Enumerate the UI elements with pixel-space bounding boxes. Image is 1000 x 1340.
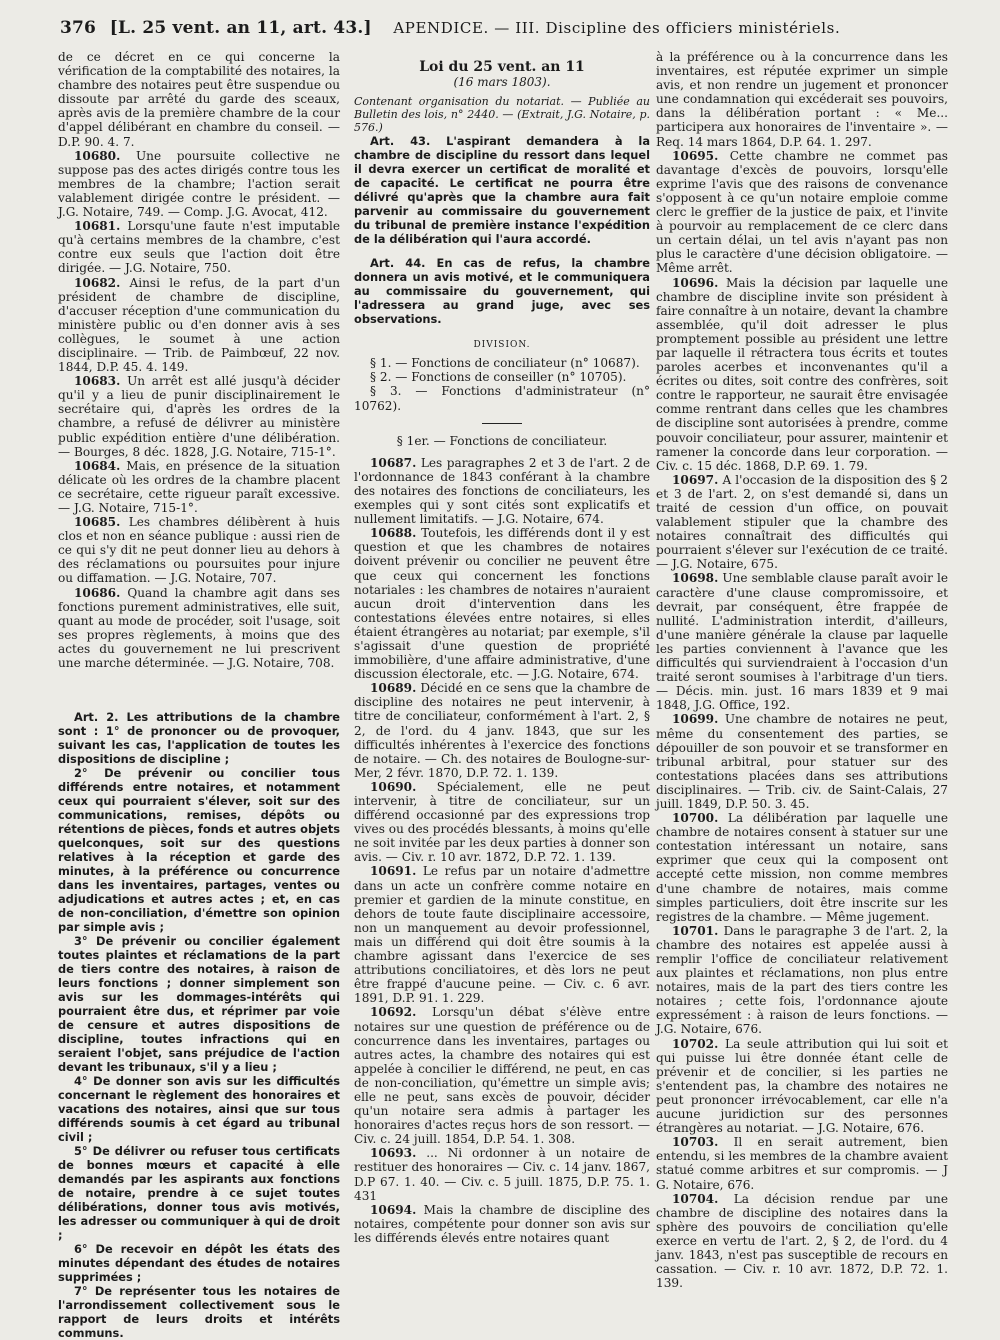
entry-number: 10689.	[370, 681, 417, 696]
entry-text: Lorsqu'un débat s'élève entre notaires sur une question de préférence ou de concurrence dans les inventaires, partages ou autres actes, la chambre des notaires qui est appelée à concilier le différend, ne peut, en cas de non-conciliation, qu'émettre un simple avis; elle ne peut, sans excès de pouvoir, décider qu'un notaire sera admis à partager les honoraires d'actes reçus hors de son ressort. — Civ. c. 24 juill. 1854, D.P. 54. 1. 308.	[354, 1005, 650, 1147]
article-2	[58, 710, 340, 1340]
entry-text: Spécialement, elle ne peut intervenir, à titre de conciliateur, sur un différend occasionné par des expressions trop vives ou des procédés blessants, à moins qu'elle ne soit invitée par les deux parties à donner son avis. — Civ. r. 10 avr. 1872, D.P. 72. 1. 139.	[354, 779, 650, 865]
entry-text: Toutefois, les différends dont il y est question et que les chambres de notaires doivent prévenir ou concilier ne peuvent être que ceux qui concernent les fonctions notariales : les chambres de notaires n'auraient aucun droit d'intervention dans les contestations élevées entre notaires, si elles étaient étrangères au notariat; par exemple, s'il s'agissait d'une question de propriété immobilière, d'une affaire administrative, d'une discussion électorale, etc. — J.G. Notaire, 674.	[354, 526, 650, 682]
entry-number: 10684.	[74, 458, 121, 473]
entry-text: Il en serait autrement, bien entendu, si les membres de la chambre avaient statué comme arbitres et sur compromis. — J G. Notaire, 676.	[656, 1135, 948, 1192]
division-item: § 2. — Fonctions de conseiller (n° 10705).	[370, 370, 627, 385]
entry-10691	[354, 864, 650, 1005]
paragraph: de ce décret en ce qui concerne la vérification de la comptabilité des notaires, la chambre des notaires peut être suspendue ou dissoute par arrêté du garde des sceaux, après avis de la première chambre de la cour d'appel délibérant en chambre du conseil. — D.P. 90. 4. 7.	[58, 50, 340, 149]
entry-10700	[656, 811, 948, 924]
spacer	[58, 670, 340, 710]
entry-text: Mais, en présence de la situation délicate où les ordres de la chambre placent ce secrétaire, cette rigueur paraît excessive. — J.G. Notaire, 715-1°.	[58, 458, 340, 515]
entry-10701	[656, 924, 948, 1037]
entry-10689	[354, 681, 650, 780]
entry-10688	[354, 526, 650, 681]
paragraph: à la préférence ou à la concurrence dans les inventaires, est réputée exprimer un simple avis, et non rendre un jugement et prononcer une condamnation qui excéderait ses pouvoirs, dans la délibération portant : « Me... participera aux honoraires de l'inventaire ». — Req. 14 mars 1864, D.P. 64. 1. 297.	[656, 50, 948, 149]
entry-10702	[656, 1037, 948, 1136]
entry-10703	[656, 1135, 948, 1191]
entry-number: 10681.	[74, 219, 121, 234]
entry-text: Quand la chambre agit dans ses fonctions purement administratives, elle suit, quant au mode de procéder, soit l'usage, soit ses propres règlements, à moins que des actes du gouvernement ne lui prescrivent une marche déterminée. — J.G. Notaire, 708.	[58, 585, 340, 671]
entry-number: 10693.	[370, 1146, 417, 1161]
entry-text: La seule attribution qui lui soit et qui puisse lui être donnée étant celle de prévenir et de concilier, si les parties ne s'entendent pas, la chambre des notaires ne peut prononcer irrévocablement, car elle n'a aucune juridiction sur des personnes étrangères au notariat. — J.G. Notaire, 676.	[656, 1036, 948, 1136]
division-heading: DIVISION.	[473, 340, 531, 351]
entry-number: 10701.	[672, 923, 719, 938]
entry-number: 10698.	[672, 571, 719, 586]
entry-number: 10686.	[74, 585, 121, 600]
entry-10693	[354, 1146, 650, 1202]
running-head	[60, 18, 960, 44]
column-left	[58, 50, 340, 1340]
entry-10682	[58, 276, 340, 375]
entry-text: Une chambre de notaires ne peut, même du consentement des parties, se dépouiller de son pouvoir et se transformer en tribunal arbitral, pour statuer sur des contestations placées dans ses attributions disciplinaires. — Trib. civ. de Saint-Calais, 27 juill. 1849, D.P. 50. 3. 45.	[656, 712, 948, 811]
entry-number: 10682.	[74, 275, 121, 290]
entry-10699	[656, 712, 948, 811]
entry-10704	[656, 1192, 948, 1291]
entry-text: Ainsi le refus, de la part d'un président de chambre de discipline, d'accuser réception d'une communication du ministère public ou d'en donner avis à ses collègues, le soumet à une action disciplinaire. — Trib. de Paimbœuf, 22 nov. 1844, D.P. 45. 4. 149.	[58, 275, 340, 375]
entry-text: Le refus par un notaire d'admettre dans un acte un confrère comme notaire en premier et gardien de la minute constitue, en dehors de toute faute disciplinaire accessoire, non un manquement au devoir professionnel, mais un différend qui doit être soumis à la chambre agissant dans l'exercice de ses attributions conciliatoires, et dès lors ne peut être frappé d'aucune peine. — Civ. c. 6 avr. 1891, D.P. 91. 1. 229.	[354, 864, 650, 1006]
subsection-title: § 1er. — Fonctions de conciliateur.	[396, 433, 608, 448]
article-paragraph: Art. 43. L'aspirant demandera à la chambre de discipline du ressort dans lequel il devra exercer un certificat de moralité et de capacité. Le certificat ne pourra être délivré qu'après que la chambre aura fait parvenir au commissaire du gouvernement du tribunal de première instance l'expédition de la délibération qui l'aura accordé.	[354, 134, 650, 247]
entry-number: 10702.	[672, 1036, 719, 1051]
page-number: 376	[60, 18, 97, 38]
entry-number: 10697.	[672, 472, 719, 487]
entry-10686	[58, 586, 340, 671]
entry-10692	[354, 1005, 650, 1146]
entry-10695	[656, 149, 948, 276]
entry-number: 10704.	[672, 1191, 719, 1206]
entry-text: ... Ni ordonner à un notaire de restituer des honoraires — Civ. c. 14 janv. 1867, D.P 67. 1. 40. — Civ. c. 5 juill. 1875, D.P. 75. 1. 431	[354, 1146, 650, 1203]
divider	[482, 423, 522, 424]
article-43	[354, 134, 650, 246]
entry-text: Mais la décision par laquelle une chambre de discipline invite son président à faire connaître à un notaire, devant la chambre assemblée, qu'il doit adresser le plus promptement possible au président une lettre par laquelle il rétractera tous écrits et toutes paroles acerbes et inconvenantes qu'il a écrites ou dites, soit contre des confrères, soit contre le rapporteur, ne saurait être envisagée comme rentrant dans celles que les chambres de discipline sont autorisées à prendre, comme pouvoir conciliateur, pour assurer, maintenir et ramener la concorde dans leur corporation. — Civ. c. 15 déc. 1868, D.P. 69. 1. 79.	[656, 275, 948, 473]
entry-text: Dans le paragraphe 3 de l'art. 2, la chambre des notaires est appelée aussi à remplir l'office de conciliateur relativement aux plaintes et réclamations, non plus entre notaires, mais de la part des tiers contre les notaires ; cette fois, l'ordonnance ajoute expressément : à raison de leurs fonctions. — J.G. Notaire, 676.	[656, 923, 948, 1037]
entry-10683	[58, 374, 340, 459]
entry-text: Un arrêt est allé jusqu'à décider qu'il y a lieu de punir disciplinairement le secrétaire qui, d'après les ordres de la chambre, a refusé de délivrer au ministère public expédition entière d'une délibération. — Bourges, 8 déc. 1828, J.G. Notaire, 715-1°.	[58, 374, 340, 459]
entry-10684	[58, 459, 340, 515]
division-list	[354, 356, 650, 412]
entry-number: 10696.	[672, 275, 719, 290]
article-paragraph: 5° De délivrer ou refuser tous certificats de bonnes mœurs et capacité à elle demandés par les aspirants aux fonctions de notaire, prendre à ce sujet toutes délibérations, donner tous avis motivés, les adresser ou communiquer à qui de droit ;	[58, 1144, 340, 1243]
entry-number: 10692.	[370, 1005, 417, 1020]
entry-text: La décision rendue par une chambre de discipline des notaires dans la sphère des pouvoirs de conciliation qu'elle exerce en vertu de l'art. 2, § 2, de l'ord. du 4 janv. 1843, n'est pas susceptible de recours en cassation. — Civ. r. 10 avr. 1872, D.P. 72. 1. 139.	[656, 1191, 948, 1291]
article-44	[354, 256, 650, 326]
article-paragraph: Art. 44. En cas de refus, la chambre donnera un avis motivé, et le communiquera au commissaire du gouvernement, qui l'adressera au grand juge, avec ses observations.	[354, 256, 650, 327]
entry-10698	[656, 571, 948, 712]
entry-10687	[354, 456, 650, 526]
article-paragraph: Art. 2. Les attributions de la chambre sont : 1° de prononcer ou de provoquer, suivant les cas, l'application de toutes les dispositions de discipline ;	[58, 710, 340, 767]
article-paragraph: 4° De donner son avis sur les difficultés concernant le règlement des honoraires et vacations des notaires, ainsi que sur tous différends soumis à cet égard au tribunal civil ;	[58, 1074, 340, 1145]
entry-text: Une poursuite collective ne suppose pas des actes dirigés contre tous les membres de la chambre; l'action serait valablement dirigée contre le président. — J.G. Notaire, 749. — Comp. J.G. Avocat, 412.	[58, 148, 340, 220]
article-reference: [L. 25 vent. an 11, art. 43.]	[109, 18, 372, 38]
article-paragraph: 3° De prévenir ou concilier également toutes plaintes et réclamations de la part de tiers contre des notaires, à raison de leurs fonctions ; donner simplement son avis sur les dommages-intérêts qui pourraient être dus, et réprimer par voie de censure et autres dispositions de discipline, toutes infractions qui en seraient l'objet, sans préjudice de l'action devant les tribunaux, s'il y a lieu ;	[58, 934, 340, 1075]
entry-10694	[354, 1203, 650, 1245]
entry-text: Cette chambre ne commet pas davantage d'excès de pouvoirs, lorsqu'elle exprime l'avis que des raisons de convenance s'opposent à ce qu'un notaire emploie comme clerc le greffier de la justice de paix, et l'invite à pourvoir au remplacement de ce clerc dans un certain délai, un tel avis n'ayant pas non plus le caractère d'une décision obligatoire. — Même arrêt.	[656, 148, 948, 276]
entry-text: Une semblable clause paraît avoir le caractère d'une clause compromissoire, et devrait, par conséquent, être frappée de nullité. L'administration interdit, d'ailleurs, d'une manière générale la clause par laquelle les parties conviennent à l'avance que les difficultés qui surviendraient à l'occasion d'un traité seront soumises à l'arbitrage d'un tiers. — Décis. min. just. 16 mars 1839 et 9 mai 1848, J.G. Office, 192.	[656, 571, 948, 713]
article-paragraph: 7° De représenter tous les notaires de l'arrondissement collectivement sous le rapport de leurs droits et intérêts communs.	[58, 1284, 340, 1340]
entry-10697	[656, 473, 948, 572]
entry-number: 10685.	[74, 515, 121, 530]
entry-10690	[354, 780, 650, 865]
entry-10680	[58, 149, 340, 219]
article-paragraph: 2° De prévenir ou concilier tous différends entre notaires, et notamment ceux qui pourraient s'élever, soit sur des communications, remises, dépôts ou rétentions de pièces, fonds et autres objets quelconques, soit sur des questions relatives à la réception et garde des minutes, à la préférence ou concurrence dans les inventaires, partages, ventes ou adjudications et autres actes ; et, en cas de non-conciliation, d'émettre son opinion par simple avis ;	[58, 766, 340, 935]
entry-number: 10695.	[672, 148, 719, 163]
entry-text: Décidé en ce sens que la chambre de discipline des notaires ne peut intervenir, à titre de conciliateur, conformément à l'art. 2, § 2, de l'ord. du 4 janv. 1843, que sur les difficultés inhérentes à l'exercice des fonctions de notaire. — Ch. des notaires de Boulogne-sur-Mer, 2 févr. 1870, D.P. 72. 1. 139.	[354, 681, 650, 780]
entry-number: 10703.	[672, 1135, 719, 1150]
entry-number: 10694.	[370, 1202, 417, 1217]
entry-10696	[656, 276, 948, 473]
entry-number: 10690.	[370, 779, 417, 794]
column-middle	[354, 50, 650, 1296]
entry-number: 10699.	[672, 712, 719, 727]
entry-number: 10688.	[370, 526, 417, 541]
law-date: (16 mars 1803).	[453, 75, 551, 90]
division-item: § 1. — Fonctions de conciliateur (n° 10687).	[370, 356, 640, 371]
entry-10681	[58, 219, 340, 275]
division-item: § 3. — Fonctions d'administrateur (n° 10762).	[354, 384, 650, 413]
entry-text: La délibération par laquelle une chambre de notaires consent à statuer sur une contestation intéressant un notaire, sans exprimer que ceux qui la composent ont accepté cette mission, non comme membres d'une chambre de notaires, mais comme simples particuliers, doit être inscrite sur les registres de la chambre. — Même jugement.	[656, 811, 948, 924]
spacer	[354, 246, 650, 256]
entry-text: Lorsqu'une faute n'est imputable qu'à certains membres de la chambre, c'est contre eux seuls que l'action doit être dirigée. — J.G. Notaire, 750.	[58, 219, 340, 276]
entry-number: 10691.	[370, 864, 417, 879]
entry-number: 10683.	[74, 374, 121, 389]
entry-text: Les chambres délibèrent à huis clos et non en séance publique : aussi rien de ce qui s'y dit ne peut donner lieu au dehors à des réclamations ou poursuites pour injure ou diffamation. — J.G. Notaire, 707.	[58, 515, 340, 586]
section-title: APENDICE. — III. Discipline des officiers ministériels.	[393, 19, 841, 37]
law-title: Loi du 25 vent. an 11	[419, 59, 585, 75]
entry-text: A l'occasion de la disposition des § 2 et 3 de l'art. 2, on s'est demandé si, dans un traité de cession d'un office, on pouvait valablement stipuler que la chambre des notaires connaîtrait des difficultés qui pourraient s'élever sur l'exécution de ce traité. — J.G. Notaire, 675.	[656, 472, 948, 572]
entry-number: 10700.	[672, 811, 719, 826]
article-paragraph: 6° De recevoir en dépôt les états des minutes dépendant des études de notaires supprimées ;	[58, 1242, 340, 1285]
entry-number: 10680.	[74, 148, 121, 163]
column-right	[656, 50, 948, 1296]
law-note: Contenant organisation du notariat. — Publiée au Bulletin des lois, n° 2440. — (Extrait, J.G. Notaire, p. 576.)	[354, 95, 650, 135]
entry-10685	[58, 515, 340, 585]
entry-text: Les paragraphes 2 et 3 de l'art. 2 de l'ordonnance de 1843 conférant à la chambre des notaires des fonctions de conciliateurs, les exemples qui y sont cités sont explicatifs et nullement limitatifs. — J.G. Notaire, 674.	[354, 455, 650, 527]
entry-number: 10687.	[370, 455, 417, 470]
entry-text: Mais la chambre de discipline des notaires, compétente pour donner son avis sur les différends élevés entre notaires quant	[354, 1202, 650, 1245]
